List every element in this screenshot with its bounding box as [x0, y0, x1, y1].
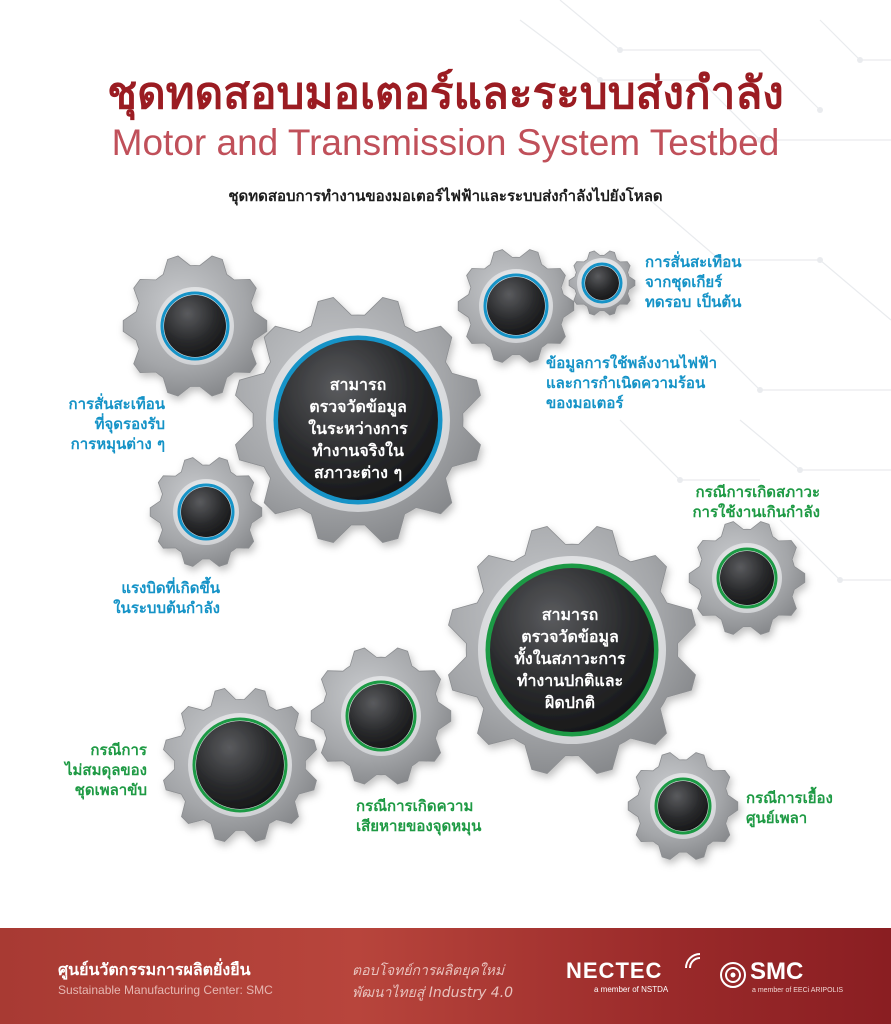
label-line: ที่จุดรองรับ — [94, 415, 165, 433]
label-line: กรณีการเกิดสภาวะ — [695, 483, 820, 501]
label-misalignment — [746, 788, 833, 828]
label-line: ชุดเพลาขับ — [74, 781, 147, 799]
nectec-sub: a member of NSTDA — [594, 985, 669, 994]
hub-green-line: ผิดปกติ — [545, 693, 595, 712]
nectec-logo: NECTEC — [566, 958, 663, 983]
hub-blue-line: ทำงานจริงใน — [312, 441, 404, 460]
hub-green-text — [506, 604, 634, 714]
nectec-wave-icon — [682, 950, 704, 972]
gear-small-top-left — [123, 256, 267, 396]
gear-hub — [196, 721, 284, 809]
hub-blue-text — [298, 374, 418, 484]
gear-hub — [181, 487, 231, 537]
label-overload — [660, 482, 820, 522]
hub-green-line: สามารถ — [541, 605, 599, 624]
label-line: การหมุนต่าง ๆ — [70, 435, 165, 453]
smc-sub: a member of EECi ARIPOLIS — [752, 987, 844, 994]
label-unbalance — [30, 740, 147, 800]
hub-blue-line: ในระหว่างการ — [308, 419, 408, 438]
label-line: ไม่สมดุลของ — [65, 761, 147, 779]
hub-blue-line: สามารถ — [329, 375, 387, 394]
label-line: การสั่นสะเทือน — [68, 395, 165, 413]
hub-green-line: ทำงานปกติและ — [516, 671, 624, 690]
smc-logo-icon — [718, 960, 748, 990]
label-line: กรณีการเกิดความ — [356, 797, 474, 815]
label-line: จากชุดเกียร์ — [645, 273, 723, 291]
label-torque — [70, 578, 220, 618]
footer-slogan-line2: พัฒนาไทยสู่ Industry 4.0 — [352, 985, 514, 1001]
label-line: การสั่นสะเทือน — [645, 253, 742, 271]
label-line: เสียหายของจุดหมุน — [356, 817, 482, 835]
gear-hub — [585, 266, 619, 300]
gear-hub — [349, 684, 413, 748]
footer-org-english: Sustainable Manufacturing Center: SMC — [58, 983, 273, 997]
label-line: แรงบิดที่เกิดขึ้น — [121, 579, 220, 597]
footer-org-thai: ศูนย์นวัตกรรมการผลิตยั่งยืน — [58, 960, 251, 979]
label-line: ข้อมูลการใช้พลังงานไฟฟ้า — [546, 354, 718, 372]
hub-green-line: ทั้งในสภาวะการ — [514, 649, 626, 668]
label-line: ทดรอบ เป็นต้น — [645, 293, 742, 311]
hub-blue-line: สภาวะต่าง ๆ — [313, 463, 403, 482]
gear-tiny-top-right — [569, 251, 635, 315]
gear-hub — [720, 551, 774, 605]
label-gear-vibration — [645, 252, 741, 312]
hub-blue-line: ตรวจวัดข้อมูล — [309, 397, 407, 416]
gear-bottom-center — [311, 648, 451, 784]
footer-slogan-line1: ตอบโจทย์การผลิตยุคใหม่ — [352, 963, 505, 979]
label-line: ของมอเตอร์ — [546, 394, 624, 412]
gear-top-center — [458, 250, 574, 363]
subtitle: ชุดทดสอบการทำงานของมอเตอร์ไฟฟ้าและระบบส่งกำลังไปยังโหลด — [228, 187, 663, 205]
gear-small-left-mid — [150, 458, 262, 567]
hub-green-line: ตรวจวัดข้อมูล — [521, 627, 619, 646]
title-english: Motor and Transmission System Testbed — [111, 122, 780, 163]
label-line: ในระบบต้นกำลัง — [113, 599, 220, 617]
label-energy — [546, 353, 717, 413]
label-line: การใช้งานเกินกำลัง — [692, 503, 820, 521]
gear-bottom-right — [628, 753, 738, 860]
label-line: กรณีการ — [90, 741, 147, 759]
label-support-vibration — [40, 394, 165, 454]
gear-hub — [487, 277, 545, 335]
smc-logo: SMC — [750, 958, 804, 985]
title-thai: ชุดทดสอบมอเตอร์และระบบส่งกำลัง — [107, 68, 784, 119]
gear-right-mid — [689, 522, 805, 635]
label-line: และการกำเนิดความร้อน — [546, 374, 706, 392]
footer-bar — [0, 928, 891, 1024]
label-line: ศูนย์เพลา — [746, 809, 808, 827]
gear-bottom-left — [164, 689, 317, 842]
gear-hub — [164, 295, 226, 357]
label-bearing-damage — [356, 796, 481, 836]
gear-hub — [658, 781, 708, 831]
label-line: กรณีการเยื้อง — [746, 789, 833, 807]
